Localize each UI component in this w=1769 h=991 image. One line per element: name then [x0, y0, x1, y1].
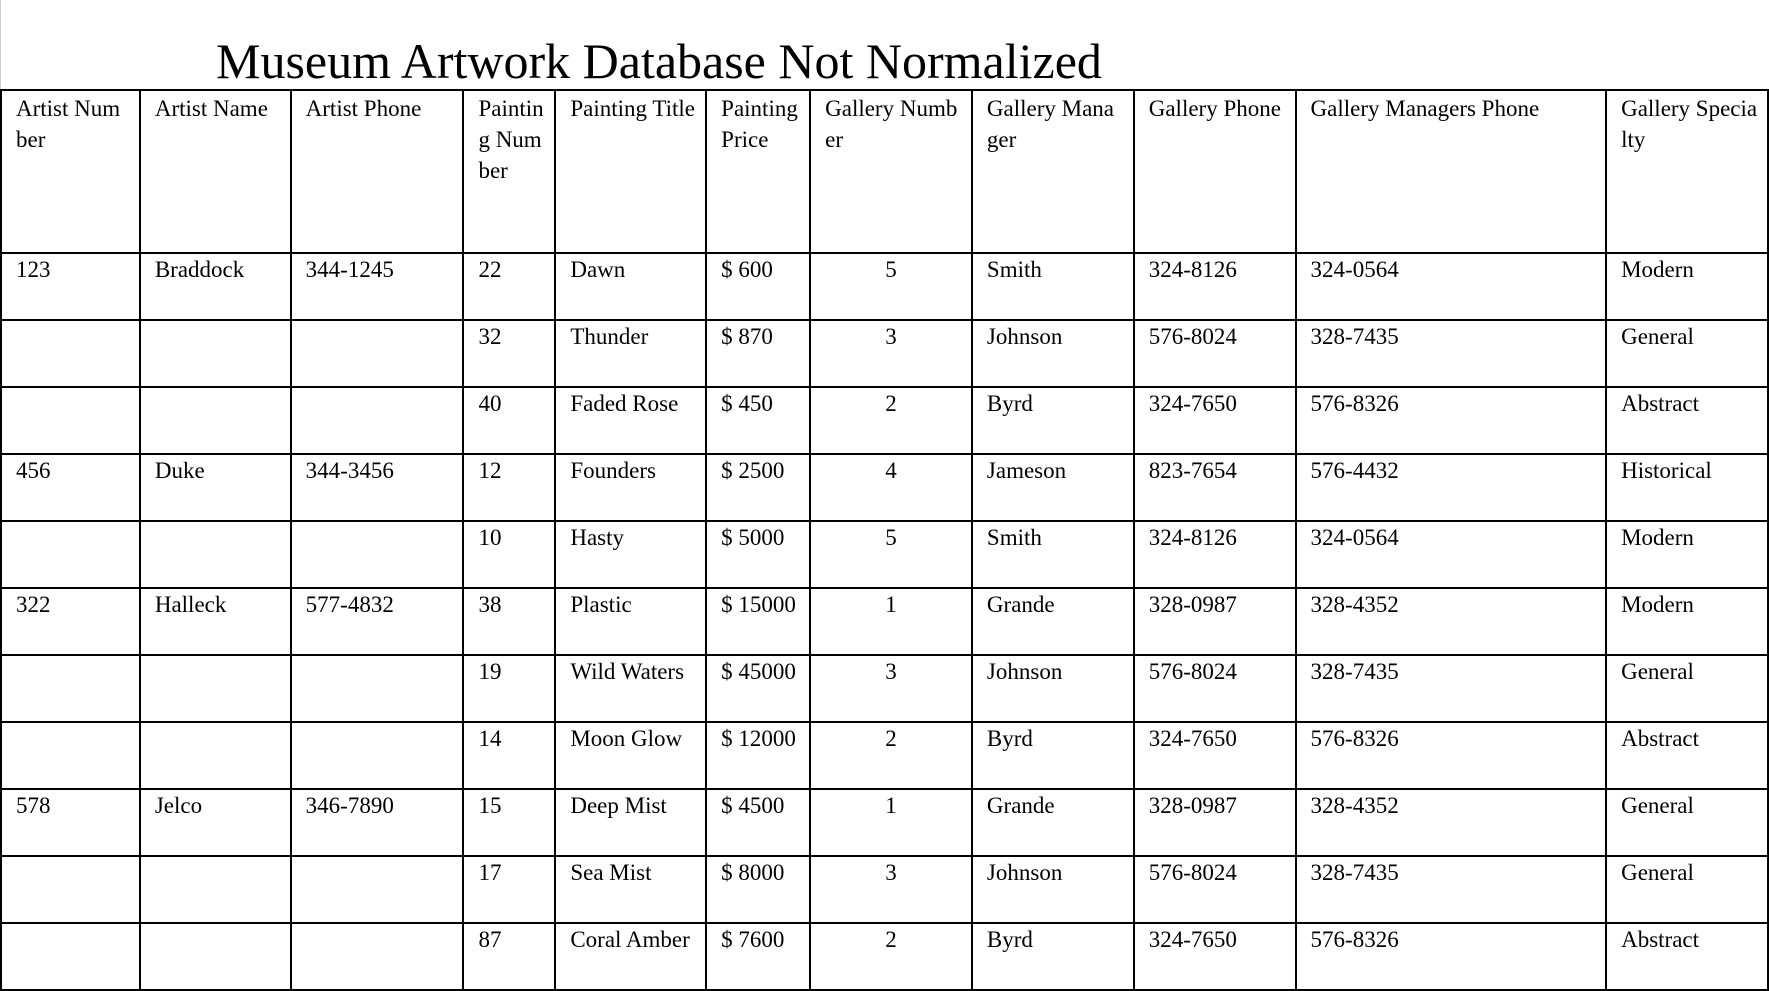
cell-gallery-number: 3	[810, 320, 972, 387]
cell-painting-number: 14	[463, 722, 555, 789]
cell-gallery-manager: Grande	[972, 588, 1134, 655]
table-row	[1, 454, 1768, 521]
table-body	[1, 253, 1768, 990]
cell-painting-price: $ 12000	[706, 722, 810, 789]
cell-gallery-number: 3	[810, 856, 972, 923]
cell-artist-phone	[291, 856, 464, 923]
cell-gallery-managers-phone: 328-7435	[1296, 856, 1607, 923]
cell-artist-phone	[291, 387, 464, 454]
cell-gallery-specialty: Modern	[1606, 588, 1768, 655]
cell-painting-price: $ 15000	[706, 588, 810, 655]
cell-painting-number: 38	[463, 588, 555, 655]
column-header-painting-number: Painting Number	[463, 90, 555, 253]
cell-gallery-phone: 328-0987	[1134, 588, 1296, 655]
cell-gallery-managers-phone: 328-4352	[1296, 789, 1607, 856]
column-header-painting-title: Painting Title	[555, 90, 706, 253]
cell-gallery-specialty: Abstract	[1606, 387, 1768, 454]
cell-artist-phone: 344-1245	[291, 253, 464, 320]
artwork-table	[0, 89, 1769, 991]
cell-painting-number: 40	[463, 387, 555, 454]
column-header-gallery-specialty: Gallery Specialty	[1606, 90, 1768, 253]
cell-gallery-manager: Johnson	[972, 320, 1134, 387]
cell-artist-number: 322	[1, 588, 140, 655]
cell-gallery-manager: Byrd	[972, 923, 1134, 990]
cell-gallery-number: 5	[810, 253, 972, 320]
cell-gallery-phone: 324-7650	[1134, 722, 1296, 789]
cell-artist-name	[140, 320, 291, 387]
cell-artist-number: 456	[1, 454, 140, 521]
table-row	[1, 253, 1768, 320]
table-row	[1, 789, 1768, 856]
cell-gallery-specialty: Historical	[1606, 454, 1768, 521]
column-header-artist-name: Artist Name	[140, 90, 291, 253]
cell-painting-title: Founders	[555, 454, 706, 521]
table-row	[1, 923, 1768, 990]
cell-painting-title: Wild Waters	[555, 655, 706, 722]
cell-artist-phone: 577-4832	[291, 588, 464, 655]
cell-artist-name	[140, 655, 291, 722]
table-row	[1, 320, 1768, 387]
column-header-artist-phone: Artist Phone	[291, 90, 464, 253]
cell-gallery-specialty: General	[1606, 655, 1768, 722]
cell-artist-phone: 346-7890	[291, 789, 464, 856]
page-title: Museum Artwork Database Not Normalized	[216, 33, 1102, 89]
cell-gallery-specialty: Modern	[1606, 253, 1768, 320]
cell-artist-name: Duke	[140, 454, 291, 521]
cell-gallery-specialty: General	[1606, 320, 1768, 387]
cell-artist-number	[1, 655, 140, 722]
cell-gallery-number: 2	[810, 722, 972, 789]
cell-artist-name	[140, 521, 291, 588]
cell-gallery-phone: 328-0987	[1134, 789, 1296, 856]
cell-gallery-phone: 324-7650	[1134, 923, 1296, 990]
cell-gallery-number: 2	[810, 387, 972, 454]
cell-gallery-phone: 324-7650	[1134, 387, 1296, 454]
column-header-gallery-phone: Gallery Phone	[1134, 90, 1296, 253]
cell-gallery-number: 4	[810, 454, 972, 521]
cell-painting-title: Hasty	[555, 521, 706, 588]
cell-artist-number: 578	[1, 789, 140, 856]
cell-gallery-managers-phone: 328-4352	[1296, 588, 1607, 655]
cell-artist-name	[140, 923, 291, 990]
cell-artist-number	[1, 856, 140, 923]
cell-gallery-phone: 576-8024	[1134, 320, 1296, 387]
cell-artist-number	[1, 722, 140, 789]
cell-gallery-number: 2	[810, 923, 972, 990]
cell-painting-title: Thunder	[555, 320, 706, 387]
cell-gallery-phone: 324-8126	[1134, 521, 1296, 588]
column-header-painting-price: Painting Price	[706, 90, 810, 253]
cell-gallery-phone: 823-7654	[1134, 454, 1296, 521]
cell-painting-title: Dawn	[555, 253, 706, 320]
cell-gallery-phone: 324-8126	[1134, 253, 1296, 320]
cell-artist-name	[140, 387, 291, 454]
cell-artist-number: 123	[1, 253, 140, 320]
cell-gallery-specialty: Abstract	[1606, 923, 1768, 990]
column-header-gallery-managers-phone: Gallery Managers Phone	[1296, 90, 1607, 253]
cell-artist-name: Halleck	[140, 588, 291, 655]
cell-gallery-specialty: General	[1606, 789, 1768, 856]
cell-painting-price: $ 8000	[706, 856, 810, 923]
cell-painting-title: Sea Mist	[555, 856, 706, 923]
cell-artist-phone: 344-3456	[291, 454, 464, 521]
cell-gallery-number: 1	[810, 588, 972, 655]
cell-gallery-manager: Grande	[972, 789, 1134, 856]
cell-artist-number	[1, 923, 140, 990]
cell-painting-number: 17	[463, 856, 555, 923]
cell-gallery-managers-phone: 576-8326	[1296, 387, 1607, 454]
cell-gallery-manager: Jameson	[972, 454, 1134, 521]
table-row	[1, 521, 1768, 588]
cell-painting-number: 10	[463, 521, 555, 588]
cell-gallery-managers-phone: 576-8326	[1296, 722, 1607, 789]
cell-gallery-manager: Smith	[972, 253, 1134, 320]
cell-painting-number: 19	[463, 655, 555, 722]
cell-painting-price: $ 45000	[706, 655, 810, 722]
cell-painting-number: 32	[463, 320, 555, 387]
cell-painting-price: $ 600	[706, 253, 810, 320]
cell-gallery-manager: Byrd	[972, 722, 1134, 789]
cell-painting-title: Faded Rose	[555, 387, 706, 454]
cell-gallery-managers-phone: 576-4432	[1296, 454, 1607, 521]
cell-artist-name: Jelco	[140, 789, 291, 856]
table-row	[1, 856, 1768, 923]
cell-artist-phone	[291, 320, 464, 387]
cell-gallery-managers-phone: 324-0564	[1296, 521, 1607, 588]
cell-painting-price: $ 4500	[706, 789, 810, 856]
cell-painting-number: 15	[463, 789, 555, 856]
cell-gallery-number: 1	[810, 789, 972, 856]
cell-painting-price: $ 870	[706, 320, 810, 387]
cell-artist-name	[140, 722, 291, 789]
cell-painting-title: Moon Glow	[555, 722, 706, 789]
cell-painting-number: 12	[463, 454, 555, 521]
cell-gallery-specialty: General	[1606, 856, 1768, 923]
cell-gallery-manager: Johnson	[972, 655, 1134, 722]
cell-gallery-phone: 576-8024	[1134, 655, 1296, 722]
cell-artist-name	[140, 856, 291, 923]
table-row	[1, 387, 1768, 454]
cell-painting-price: $ 2500	[706, 454, 810, 521]
cell-painting-number: 87	[463, 923, 555, 990]
cell-gallery-managers-phone: 328-7435	[1296, 655, 1607, 722]
cell-artist-number	[1, 521, 140, 588]
cell-artist-phone	[291, 722, 464, 789]
cell-painting-price: $ 450	[706, 387, 810, 454]
cell-artist-phone	[291, 923, 464, 990]
cell-painting-title: Deep Mist	[555, 789, 706, 856]
cell-gallery-phone: 576-8024	[1134, 856, 1296, 923]
table-row	[1, 588, 1768, 655]
cell-gallery-managers-phone: 576-8326	[1296, 923, 1607, 990]
cell-gallery-manager: Smith	[972, 521, 1134, 588]
cell-gallery-manager: Byrd	[972, 387, 1134, 454]
cell-painting-price: $ 5000	[706, 521, 810, 588]
header-row	[1, 90, 1768, 253]
cell-artist-phone	[291, 521, 464, 588]
cell-gallery-specialty: Modern	[1606, 521, 1768, 588]
table-row	[1, 655, 1768, 722]
cell-gallery-number: 3	[810, 655, 972, 722]
cell-gallery-number: 5	[810, 521, 972, 588]
cell-gallery-manager: Johnson	[972, 856, 1134, 923]
column-header-artist-number: Artist Number	[1, 90, 140, 253]
cell-painting-title: Coral Amber	[555, 923, 706, 990]
table-row	[1, 722, 1768, 789]
column-header-gallery-manager: Gallery Manager	[972, 90, 1134, 253]
cell-gallery-specialty: Abstract	[1606, 722, 1768, 789]
cell-painting-price: $ 7600	[706, 923, 810, 990]
cell-gallery-managers-phone: 328-7435	[1296, 320, 1607, 387]
cell-artist-phone	[291, 655, 464, 722]
column-header-gallery-number: Gallery Number	[810, 90, 972, 253]
cell-painting-title: Plastic	[555, 588, 706, 655]
cell-painting-number: 22	[463, 253, 555, 320]
page-edge	[0, 0, 1, 90]
cell-artist-number	[1, 387, 140, 454]
cell-gallery-managers-phone: 324-0564	[1296, 253, 1607, 320]
cell-artist-number	[1, 320, 140, 387]
cell-artist-name: Braddock	[140, 253, 291, 320]
